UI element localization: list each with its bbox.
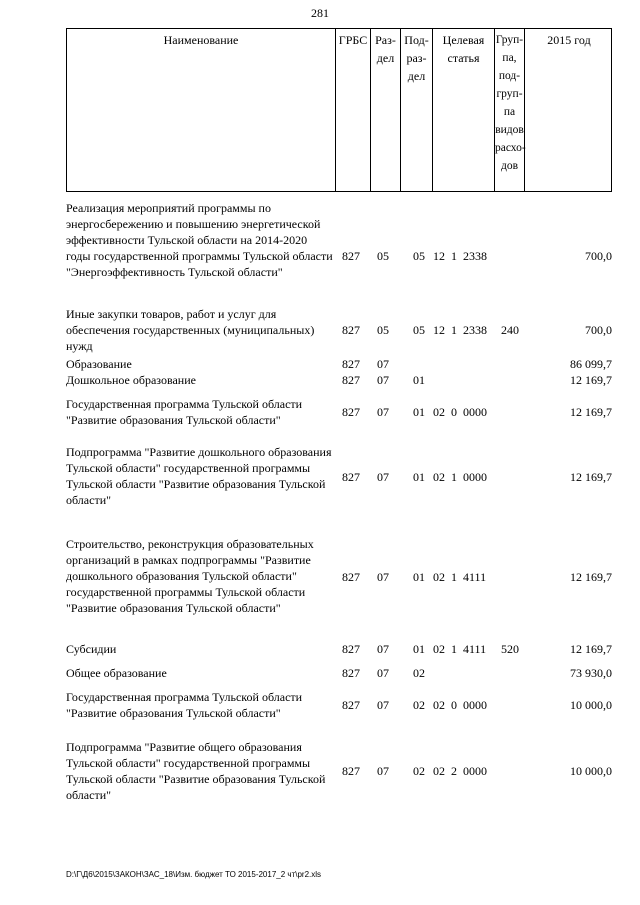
table-row	[66, 689, 612, 721]
row-target-article: 02 1 4111	[433, 570, 487, 584]
table-row	[66, 444, 612, 508]
row-podrazdel: 02	[413, 698, 425, 712]
row-podrazdel: 01	[413, 405, 425, 419]
table-row	[66, 372, 612, 388]
row-name: Подпрограмма "Развитие дошкольного образования Тульской области" государственной программы Тульской области "Развитие образования Тульской области"	[66, 445, 332, 507]
row-name: Иные закупки товаров, работ и услуг для обеспечения государственных (муниципальных) нужд	[66, 307, 315, 353]
row-name: Государственная программа Тульской области "Развитие образования Тульской области"	[66, 690, 303, 720]
row-podrazdel: 01	[413, 570, 425, 584]
row-podrazdel: 02	[413, 764, 425, 778]
header-sum-2015: 2015 год	[547, 33, 591, 47]
row-razdel: 07	[377, 764, 389, 778]
header-name: Наименование	[67, 29, 336, 191]
row-sum: 12 169,7	[570, 373, 612, 387]
row-target-article: 02 2 0000	[433, 764, 487, 778]
row-sum: 12 169,7	[570, 642, 612, 656]
row-razdel: 07	[377, 698, 389, 712]
row-sum: 12 169,7	[570, 405, 612, 419]
row-target-article: 12 1 2338	[433, 249, 487, 263]
row-name: Строительство, реконструкция образовательных организаций в рамках подпрограммы "Развитие дошкольного образования Тульской области" государственной программы Тульской области "Развитие образования Тульской области"	[66, 537, 314, 615]
header-grbs: ГРБС	[336, 29, 371, 191]
row-target-article: 02 0 0000	[433, 698, 487, 712]
row-podrazdel: 05	[413, 249, 425, 263]
row-sum: 700,0	[585, 323, 612, 337]
row-razdel: 07	[377, 666, 389, 680]
header-expense-group: Груп- па, под- груп- па видов расхо- дов	[495, 29, 525, 191]
row-target-article: 12 1 2338	[433, 323, 487, 337]
row-name: Подпрограмма "Развитие общего образования Тульской области" государственной программы Тульской области "Развитие образования Тульской области"	[66, 740, 326, 802]
row-grbs: 827	[342, 666, 360, 680]
row-razdel: 07	[377, 470, 389, 484]
row-podrazdel: 01	[413, 373, 425, 387]
row-grbs: 827	[342, 405, 360, 419]
row-grbs: 827	[342, 764, 360, 778]
table-row	[66, 356, 612, 372]
row-name: Реализация мероприятий программы по энергосбережению и повышению энергетической эффективности Тульской области на 2014-2020 годы государственной программы Тульской области "Энергоэффективность Тульской области"	[66, 201, 333, 279]
row-expense-group: 240	[501, 323, 519, 337]
row-grbs: 827	[342, 470, 360, 484]
row-grbs: 827	[342, 373, 360, 387]
table-row	[66, 200, 612, 296]
row-razdel: 07	[377, 570, 389, 584]
header-target-article: Целевая статья	[433, 29, 495, 191]
row-expense-group: 520	[501, 642, 519, 656]
row-target-article: 02 1 4111	[433, 642, 487, 656]
table-row	[66, 739, 612, 803]
row-grbs: 827	[342, 642, 360, 656]
table-row	[66, 306, 612, 354]
header-podrazdel: Под- раз- дел	[401, 29, 433, 191]
table-row	[66, 665, 612, 681]
header-razdel: Раз- дел	[371, 29, 401, 191]
row-sum: 10 000,0	[570, 764, 612, 778]
row-razdel: 07	[377, 357, 389, 371]
row-grbs: 827	[342, 357, 360, 371]
row-sum: 86 099,7	[570, 357, 612, 371]
row-sum: 73 930,0	[570, 666, 612, 680]
row-podrazdel: 01	[413, 470, 425, 484]
page-number: 281	[311, 6, 329, 20]
table-header	[66, 28, 612, 192]
row-grbs: 827	[342, 698, 360, 712]
row-grbs: 827	[342, 570, 360, 584]
row-target-article: 02 0 0000	[433, 405, 487, 419]
row-name: Общее образование	[66, 666, 167, 680]
row-sum: 700,0	[585, 249, 612, 263]
row-target-article: 02 1 0000	[433, 470, 487, 484]
row-sum: 12 169,7	[570, 570, 612, 584]
file-path-footer: D:\Г\Д6\2015\ЗАКОН\ЗАС_18\Изм. бюджет ТО 2015-2017_2 чт\pr2.xls	[66, 870, 322, 879]
row-name: Образование	[66, 357, 132, 371]
table-row	[66, 396, 612, 428]
row-name: Субсидии	[66, 642, 117, 656]
row-name: Государственная программа Тульской области "Развитие образования Тульской области"	[66, 397, 303, 427]
row-sum: 12 169,7	[570, 470, 612, 484]
row-podrazdel: 05	[413, 323, 425, 337]
row-grbs: 827	[342, 323, 360, 337]
row-podrazdel: 02	[413, 666, 425, 680]
row-razdel: 07	[377, 373, 389, 387]
row-razdel: 05	[377, 249, 389, 263]
row-razdel: 07	[377, 405, 389, 419]
row-grbs: 827	[342, 249, 360, 263]
row-podrazdel: 01	[413, 642, 425, 656]
row-sum: 10 000,0	[570, 698, 612, 712]
table-row	[66, 536, 612, 616]
row-name: Дошкольное образование	[66, 373, 196, 387]
row-razdel: 07	[377, 642, 389, 656]
row-razdel: 05	[377, 323, 389, 337]
table-row	[66, 641, 612, 657]
